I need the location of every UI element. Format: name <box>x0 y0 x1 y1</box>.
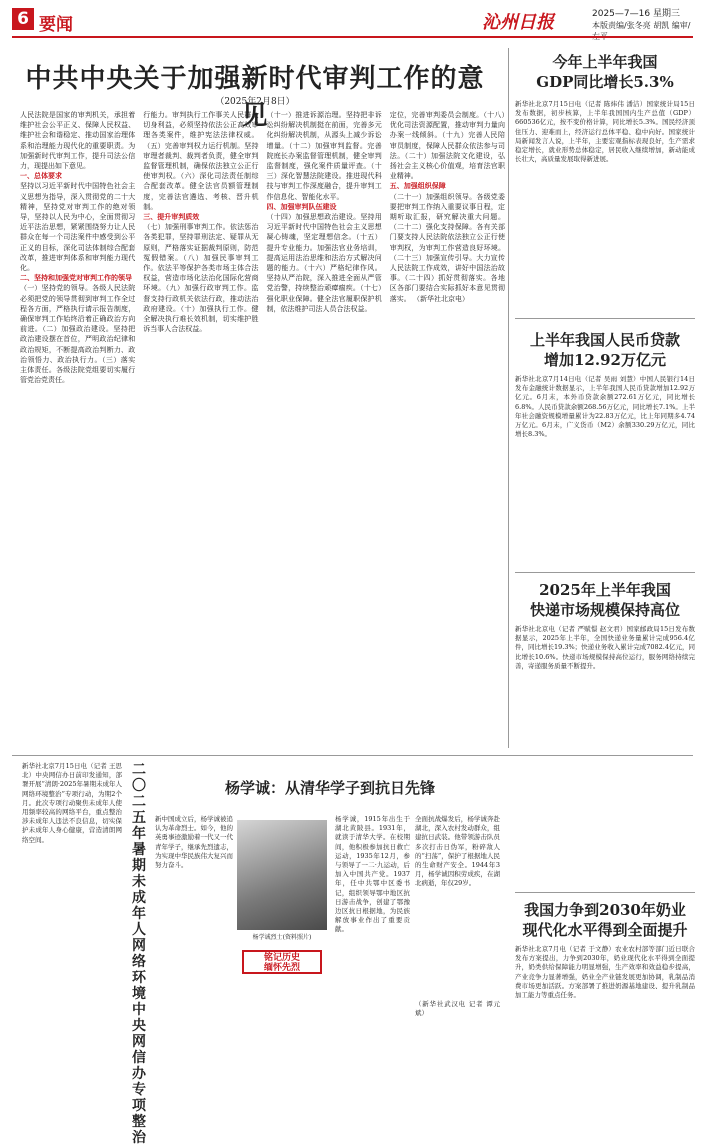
editor-line: 本版责编/张冬亮 胡凯 编审/ <box>592 21 691 30</box>
gdp-headline: 今年上半年我国 GDP同比增长5.3% <box>536 53 674 91</box>
paragraph: （十一）推进诉源治理。坚持把非诉讼纠纷解决机制挺在前面，完善多元化纠纷解决机制，从源头上减少诉讼增量。（十二）加强审判监督。完善院庭长办案监督管理机制，健全审判监督制度，强化案件质量评查。（十三）深化智慧法院建设。推进现代科技与审判工作深度融合，提升审判工作信息化、智能化水平。 <box>266 111 382 201</box>
loan-article-text: 新华社北京7月14日电（记者 吴雨 刘慧）中国人民银行14日发布金融统计数据显示，上半年我国人民币贷款增加12.92万亿元。6月末，本外币贷款余额272.61万亿元，同比增长6.8%。人民币贷款余额268.56万亿元，同比增长7.1%。上半年社会融资规模增量累计为22.83万亿元，比上年同期多4.74万亿元。6月末，广义货币（M2）余额330.29万亿元，同比增长8.3%。 <box>515 375 695 439</box>
milk-headline: 我国力争到2030年奶业 现代化水平得到全面提升 <box>522 901 688 939</box>
feature-headline: 杨学诚：从清华学子到抗日先锋 <box>224 779 435 797</box>
paragraph: （十四）加强思想政治建设。坚持用习近平新时代中国特色社会主义思想凝心铸魂，坚定理想信念。（十五）提升专业能力。加强法官业务培训，提高运用法治思维和法治方式解决问题的能力。（十六）严格纪律作风。坚持从严治院，深入推进全面从严管党治警，持续整治顽瘴痼疾。（十七）强化职业保障。健全法官履职保护机制，依法维护司法人员合法权益。 <box>266 213 382 313</box>
express-article-text: 新华社北京电（记者 严赋憬 赵文君）国家邮政局15日发布数据显示，2025年上半年，全国快递业务量累计完成956.4亿件，同比增长19.3%；快递业务收入累计完成7082.4亿元，同比增长10.6%。快递市场规模保持高位运行，服务网络持续完善，寄递服务质量不断提升。 <box>515 625 695 670</box>
feature-text-2: 全面抗战爆发后，杨学诚奔赴湖北，深入农村发动群众，组建抗日武装。他带领游击队员多次打击日伪军，粉碎敌人的“扫荡”，保护了根据地人民的生命财产安全。1944年3月，杨学诚因积劳成疾，在湖北病逝，年仅29岁。 <box>415 815 500 888</box>
article-column-1 <box>20 110 135 750</box>
divider <box>12 755 693 756</box>
paragraph: 行能力。审判执行工作事关人民群众切身利益，必须坚持依法公正高效审理各类案件，维护宪法法律权威。（五）完善审判权力运行机制。坚持审理者裁判、裁判者负责，健全审判监督管理机制，确保依法独立公正行使审判权。（六）深化司法责任制综合配套改革。健全法官员额管理制度，完善法官遴选、考核、晋升机制。 <box>143 111 259 211</box>
article-column-3 <box>267 110 382 750</box>
divider <box>515 318 695 319</box>
source-credit: （新华社北京电） <box>412 294 469 303</box>
paragraph: 坚持以习近平新时代中国特色社会主义思想为指导，深入贯彻党的二十大精神，坚持党对审判工作的绝对领导，坚持以人民为中心，全面贯彻习近平法治思想，紧紧围绕努力让人民群众在每一个司法案件中感受到公平正义的目标，深化司法体制综合配套改革，推进审判体系和审判能力现代化。 <box>20 182 136 273</box>
photo-caption: 杨学诚烈士(资料照片) <box>252 934 312 941</box>
memorial-stamp: 铭记历史 缅怀先烈 <box>242 950 322 974</box>
feature-text-1: 杨学诚，1915年出生于湖北黄陂县。1931年，就读于清华大学。在校期间，他积极参加抗日救亡运动，1935年12月，参与领导了一二·九运动，后加入中国共产党。1937年，任中共鄂中区委书记，组织领导鄂中地区抗日游击战争，创建了鄂豫边区抗日根据地，为民族解放事业作出了重要贡献。 <box>335 815 410 934</box>
section-heading: 五、加强组织保障 <box>389 181 446 191</box>
milk-article-text: 新华社北京7月电（记者 于文静）农业农村部等部门近日联合发布方案提出，力争到2030年，奶业现代化水平得到全面提升，奶类供给保障能力明显增强，生产效率和效益稳步提高，产业竞争力显著增强，奶业全产业链发展更加协调，乳制品消费市场更加活跃。方案部署了推进奶源基地建设、提升乳制品加工能力等重点任务。 <box>515 945 695 1000</box>
lead-headline: 中共中央关于加强新时代审判工作的意见 <box>25 64 485 131</box>
masthead <box>12 6 693 36</box>
section-name: 要闻 <box>39 15 73 35</box>
gdp-article-text: 新华社北京7月15日电（记者 陈炜伟 潘洁）国家统计局15日发布数据，初步核算，上半年我国国内生产总值（GDP）660536亿元，按不变价格计算，同比增长5.3%。国民经济顶住压力、迎难而上，经济运行总体平稳、稳中向好。国家统计局新闻发言人说，上半年，主要宏观指标表现良好，生产需求稳定增长，就业形势总体稳定，居民收入继续增加，新动能成长壮大，高质量发展取得新进展。 <box>515 100 695 164</box>
section-heading: 三、提升审判质效 <box>143 212 200 222</box>
issue-date: 2025—7—16 星期三 <box>592 9 680 19</box>
loan-headline: 上半年我国人民币贷款 增加12.92万亿元 <box>529 331 680 369</box>
column-divider <box>508 48 509 748</box>
article-column-2 <box>143 110 258 750</box>
section-heading: 四、加强审判队伍建设 <box>266 201 337 211</box>
section-heading: 二、坚持和加强党对审判工作的领导 <box>20 273 132 283</box>
section-heading: 一、总体要求 <box>20 171 62 181</box>
lead-article-body <box>20 110 505 750</box>
lead-dateline: （2025年2月8日） <box>215 97 295 107</box>
divider <box>515 572 695 573</box>
cyber-article-text: 新华社北京7月15日电（记者 王思北）中央网信办日前印发通知，部署开展“清朗·2025年暑期未成年人网络环境整治”专项行动，为期2个月。此次专项行动聚焦未成年人使用频率较高的网络平台，重点整治涉未成年人违法不良信息，切实保护未成年人身心健康，营造清朗网络空间。 <box>22 762 122 844</box>
paragraph: 定位，完善审判委员会制度。（十八）优化司法资源配置，推动审判力量向办案一线倾斜。（十九）完善人民陪审员制度，保障人民群众依法参与司法。（二十）加强法院文化建设，弘扬社会主义核心价值观，培育法官职业精神。 <box>389 111 505 181</box>
paragraph: （二十一）加强组织领导。各级党委要把审判工作纳入重要议事日程，定期听取汇报，研究解决重大问题。（二十二）强化支持保障。各有关部门要支持人民法院依法独立公正行使审判权，为审判工作营造良好环境。（二十三）加强宣传引导。大力宣传人民法院工作成效，讲好中国法治故事。（二十四）抓好贯彻落实。各地区各部门要结合实际抓好本意见贯彻落实。 <box>389 192 505 303</box>
paragraph: 人民法院是国家的审判机关，承担着维护社会公平正义、保障人民权益、维护社会和谐稳定、推动国家治理体系和治理能力现代化的重要职责。为加强新时代审判工作，提升司法公信力，现提出如下意见。 <box>20 111 136 171</box>
page-number: 6 <box>12 8 34 30</box>
divider <box>515 892 695 893</box>
express-headline: 2025年上半年我国 快递市场规模保持高位 <box>529 581 680 619</box>
cyber-headline: 二〇二五年暑期未成年人网络环境中央网信办专项整治 <box>132 762 146 1146</box>
newspaper-logo: 沁州日报 <box>482 12 554 33</box>
article-column-4 <box>390 110 505 750</box>
paragraph: （七）加强刑事审判工作。依法惩治各类犯罪，坚持罪刑法定、疑罪从无原则，严格落实证据裁判原则，防范冤假错案。（八）加强民事审判工作。依法平等保护各类市场主体合法权益，营造市场化法治化国际化营商环境。（九）加强行政审判工作。监督支持行政机关依法行政，推动法治政府建设。（十）加强执行工作。健全解决执行难长效机制，切实维护胜诉当事人合法权益。 <box>143 223 259 334</box>
feature-text-3: 新中国成立后，杨学诚被追认为革命烈士。如今，他的英勇事迹激励着一代又一代青年学子，继承先烈遗志，为实现中华民族伟大复兴而努力奋斗。 <box>155 815 233 870</box>
feature-source: （新华社武汉电 记者 谭元斌） <box>415 1000 500 1018</box>
header-divider <box>12 36 693 38</box>
portrait-photo <box>237 820 327 930</box>
paragraph: （一）坚持党的领导。各级人民法院必须把党的领导贯彻到审判工作全过程各方面，严格执行请示报告制度，确保审判工作始终沿着正确政治方向前进。（二）加强政治建设。坚持把政治建设摆在首位，严明政治纪律和政治规矩，不断提高政治判断力、政治领悟力、政治执行力。（三）落实主体责任。各级法院党组要切实履行管党治党责任。 <box>20 284 136 385</box>
